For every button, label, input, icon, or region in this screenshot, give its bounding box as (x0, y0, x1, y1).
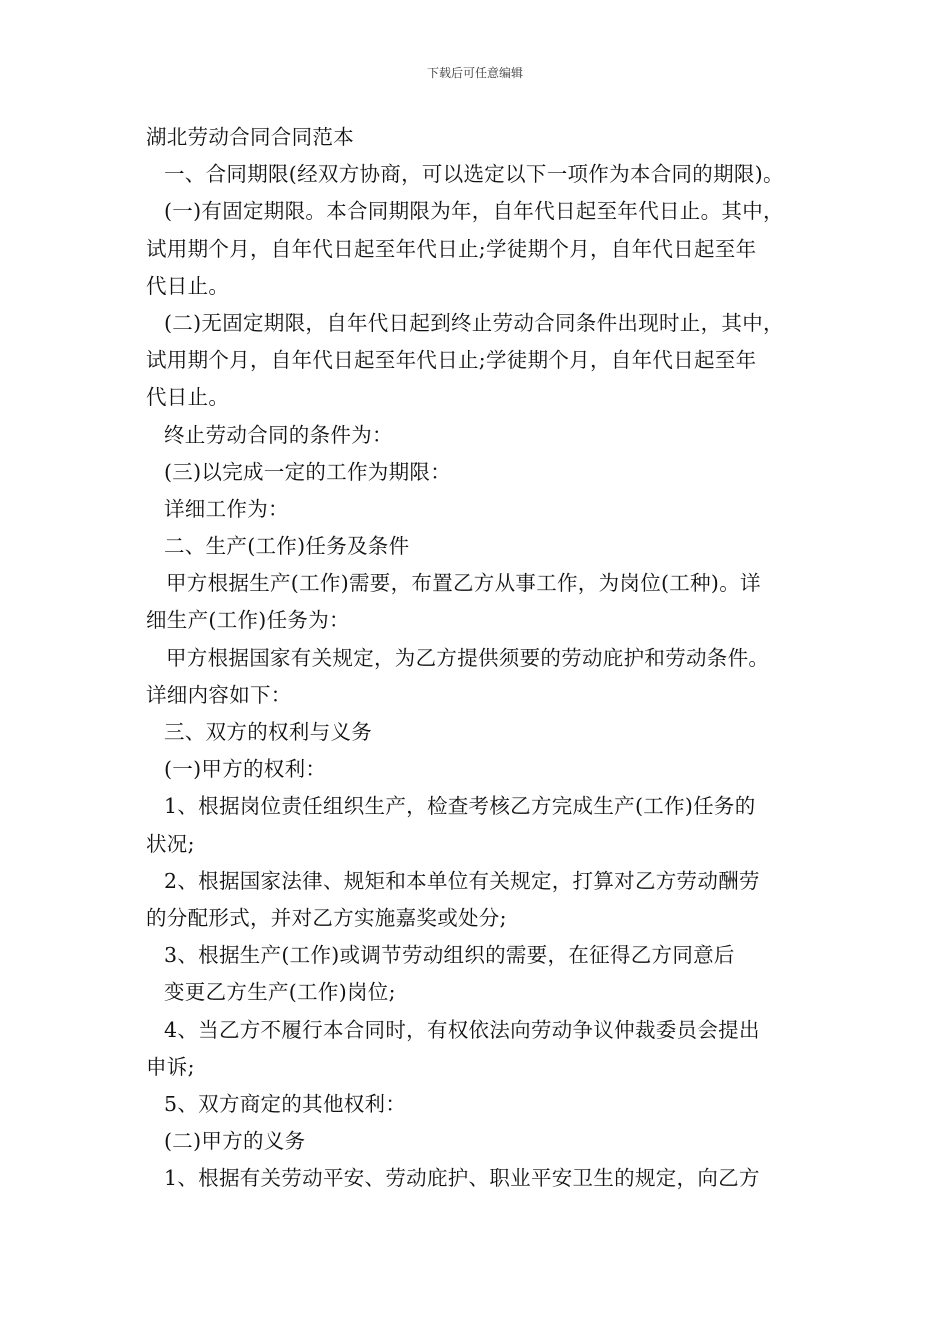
paragraph-line: 详细内容如下： (146, 682, 292, 707)
paragraph-line: (一)甲方的权利： (164, 757, 327, 782)
paragraph-line: 代日止。 (146, 385, 230, 410)
paragraph-line: 甲方根据国家有关规定，为乙方提供须要的劳动庇护和劳动条件。 (166, 645, 770, 670)
paragraph-line: (二)甲方的义务 (164, 1129, 306, 1154)
header-note: 下载后可任意编辑 (426, 66, 523, 80)
paragraph-line: 5、双方商定的其他权利： (164, 1091, 407, 1116)
paragraph-line: 甲方根据生产(工作)需要，布置乙方从事工作，为岗位(工种)。详 (166, 571, 761, 596)
paragraph-line: 详细工作为： (164, 496, 289, 521)
paragraph-line: 2、根据国家法律、规矩和本单位有关规定，打算对乙方劳动酬劳 (164, 868, 760, 893)
contract-body (146, 119, 826, 1197)
paragraph-line: 1、根据岗位责任组织生产，检查考核乙方完成生产(工作)任务的 (164, 794, 756, 819)
paragraph-line: (三)以完成一定的工作为期限： (164, 459, 451, 484)
paragraph-line: 变更乙方生产(工作)岗位; (164, 980, 396, 1005)
section-heading: 三、双方的权利与义务 (164, 720, 372, 744)
paragraph-line: 的分配形式，并对乙方实施嘉奖或处分; (146, 905, 507, 930)
paragraph-line: 3、根据生产(工作)或调节劳动组织的需要，在征得乙方同意后 (164, 943, 735, 968)
paragraph-line: (二)无固定期限，自年代日起到终止劳动合同条件出现时止，其中， (164, 310, 784, 335)
section-heading: 一、合同期限(经双方协商，可以选定以下一项作为本合同的期限)。 (164, 162, 784, 187)
document-title: 湖北劳动合同合同范本 (146, 125, 354, 149)
paragraph-line: 4、当乙方不履行本合同时，有权依法向劳动争议仲裁委员会提出 (164, 1017, 760, 1042)
paragraph-line: 试用期个月，自年代日起至年代日止;学徒期个月，自年代日起至年 (146, 236, 757, 261)
section-heading: 二、生产(工作)任务及条件 (164, 534, 410, 559)
paragraph-line: 状况; (146, 831, 195, 856)
paragraph-line: 1、根据有关劳动平安、劳动庇护、职业平安卫生的规定，向乙方 (164, 1166, 760, 1191)
paragraph-line: 终止劳动合同的条件为： (164, 422, 393, 447)
paragraph-line: 代日止。 (146, 273, 230, 298)
paragraph-line: 试用期个月，自年代日起至年代日止;学徒期个月，自年代日起至年 (146, 348, 757, 373)
paragraph-line: (一)有固定期限。本合同期限为年，自年代日起至年代日止。其中， (164, 199, 784, 224)
paragraph-line: 细生产(工作)任务为： (146, 608, 350, 633)
paragraph-line: 申诉; (146, 1054, 195, 1079)
